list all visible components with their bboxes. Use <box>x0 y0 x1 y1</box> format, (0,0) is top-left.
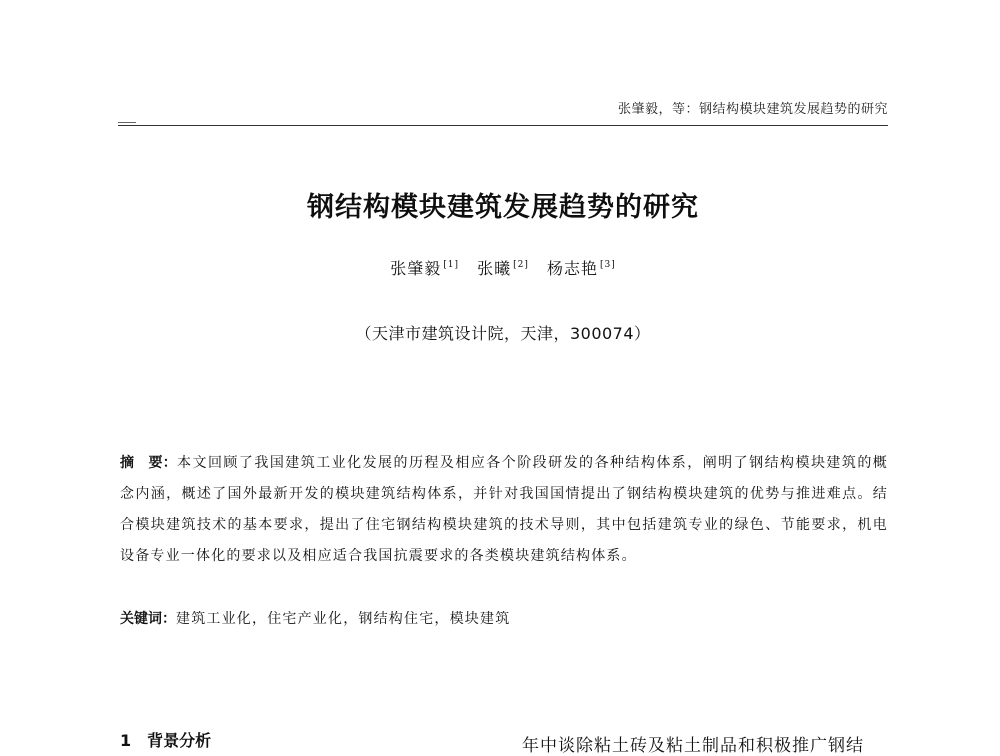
author-2 <box>477 259 529 278</box>
keywords <box>120 604 888 635</box>
running-head: 张肇毅，等：钢结构模块建筑发展趋势的研究 <box>617 102 888 117</box>
header-rule-mark <box>118 122 136 123</box>
affiliation: （天津市建筑设计院，天津，300074） <box>355 324 651 343</box>
author-ref: [2] <box>513 260 529 270</box>
body-text-fragment: 年中谈除粘土砖及粘土制品和积极推广钢结 <box>522 736 864 756</box>
paper-title: 钢结构模块建筑发展趋势的研究 <box>307 192 699 223</box>
keywords-label: 关键词： <box>120 611 176 627</box>
keywords-text: 建筑工业化，住宅产业化，钢结构住宅，模块建筑 <box>176 611 511 627</box>
author-3 <box>547 259 616 278</box>
section-heading: 1 背景分析 <box>120 731 212 750</box>
author-name: 张曦 <box>477 259 512 278</box>
author-ref: [1] <box>443 260 460 270</box>
author-1 <box>390 259 459 278</box>
abstract-text: 本文回顾了我国建筑工业化发展的历程及相应各个阶段研发的各种结构体系，阐明了钢结构模块建筑的概念内涵，概述了国外最新开发的模块建筑结构体系，并针对我国国情提出了钢结构模块建筑的优势与推进难点。结合模块建筑技术的基本要求，提出了住宅钢结构模块建筑的技术导则，其中包括建筑专业的绿色、节能要求，机电设备专业一体化的要求以及相应适合我国抗震要求的各类模块建筑结构体系。 <box>120 455 888 564</box>
abstract <box>120 448 888 572</box>
author-list <box>0 256 1000 279</box>
author-name: 张肇毅 <box>390 259 442 278</box>
author-ref: [3] <box>599 260 616 270</box>
abstract-label: 摘 要： <box>120 455 178 471</box>
header-rule <box>118 125 888 126</box>
author-name: 杨志艳 <box>546 259 598 278</box>
